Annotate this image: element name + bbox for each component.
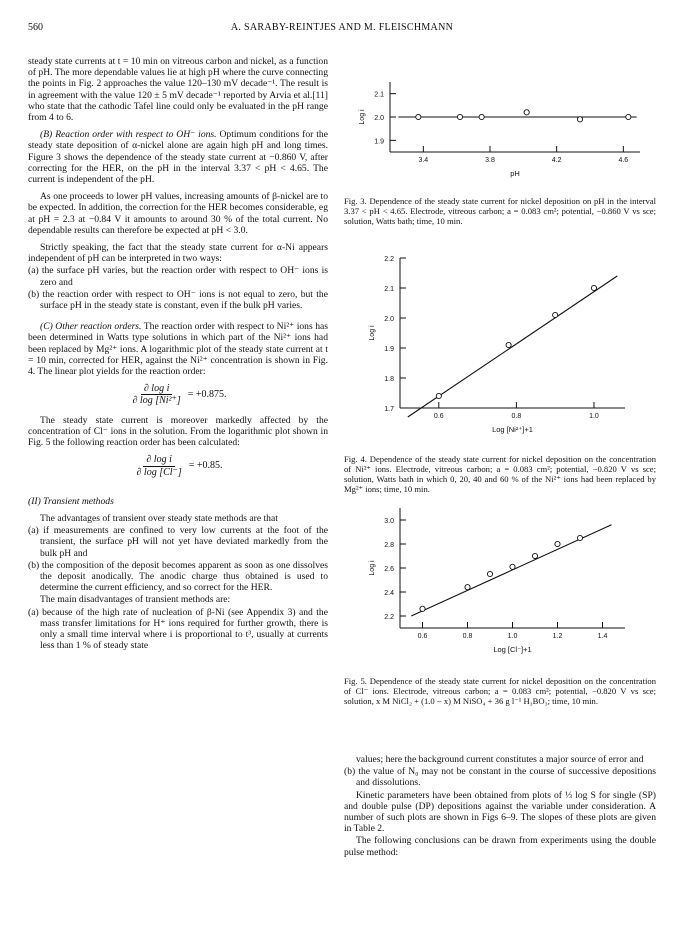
data-point (553, 312, 558, 317)
data-point (555, 541, 560, 546)
y-tick-label: 2.0 (374, 115, 384, 122)
y-tick-label: 1.8 (384, 376, 394, 383)
data-point (591, 285, 596, 290)
x-tick-label: 1.0 (507, 633, 518, 640)
y-axis-label: Log i (369, 560, 376, 576)
data-point (532, 553, 537, 558)
page-number: 560 (28, 22, 43, 33)
list-item: (a) because of the high rate of nucleation of β-Ni (see Appendix 3) and the mass transfer limitations for H⁺ ions required for further growth, there is only a small time interval where i is proportional to t³, usually at currents less than 1 % of steady state (28, 606, 328, 652)
data-point (577, 117, 582, 122)
data-point (626, 114, 631, 119)
y-axis-label: Log i (359, 109, 366, 125)
x-axis-label: pH (510, 169, 520, 178)
x-tick-label: 1.4 (597, 633, 608, 640)
left-column (28, 56, 328, 651)
paragraph: The main disadvantages of transient methods are: (40, 594, 231, 606)
list-item: (b) the value of N₀ may not be constant in the course of successive depositions and dissolutions. (344, 766, 656, 789)
running-authors: A. SARABY-REINTJES AND M. FLEISCHMANN (230, 22, 454, 33)
equation-numerator: ∂ log i (143, 454, 175, 466)
fig4-caption: Fig. 4. Dependence of the steady state current for nickel deposition on the concentration of Ni²⁺ ions. Electrode, vitreous carbon; a = 0.083 cm²; potential, −0.820 V vs sce; solution, Watts bath in which 0, 20, 40 and 60 % of the Ni²⁺ ions had been replaced by Mg²⁺ ions; time, 10 min. (344, 454, 656, 494)
x-tick-label: 4.6 (618, 157, 629, 164)
right-column (344, 754, 656, 858)
y-tick-label: 2.4 (384, 590, 394, 597)
y-tick-label: 2.2 (384, 256, 394, 263)
x-tick-label: 3.4 (418, 157, 429, 164)
data-point (506, 342, 511, 347)
x-tick-label: 3.8 (485, 157, 495, 164)
y-tick-label: 2.1 (384, 286, 394, 293)
data-point (457, 114, 462, 119)
y-tick-label: 2.6 (384, 566, 394, 573)
list-item: (b) the reaction order with respect to OH⁻ ions is not equal to zero, but the surface pH in the steady state is constant, even if the bulk pH varies. (28, 288, 328, 312)
x-tick-label: 0.8 (511, 413, 522, 420)
y-tick-label: 2.1 (374, 91, 384, 99)
paragraph: values; here the background current constitutes a major source of error and (356, 754, 644, 765)
data-point (420, 606, 425, 611)
section-b (28, 129, 328, 185)
y-tick-label: 2.0 (384, 316, 394, 323)
paragraph: Optimum conditions for the steady state deposition of α-nickel alone are again high pH and long times. Figure 3 shows the dependence of the steady state current at −0.860 V, after correcting for the HER, on the pH in the interval 3.37 < pH < 4.65. The current is independent of the pH. (28, 129, 328, 186)
x-axis-label: Log [Ni²⁺]+1 (492, 425, 533, 434)
paragraph: The reaction order with respect to Ni²⁺ ions has been determined in Watts type solutions in which part of the Ni²⁺ ions had been replaced by Mg²⁺ ions. A logarithmic plot of the steady state current at t = 10 min, corrected for HER, against the Ni²⁺ concentration is shown in Fig. 4. The linear plot yields for the reaction order: (28, 321, 329, 378)
data-point (510, 564, 515, 569)
y-tick-label: 1.7 (384, 406, 394, 413)
x-tick-label: 1.0 (589, 413, 599, 420)
paragraph: The advantages of transient over steady state methods are that (40, 512, 278, 524)
y-axis-label: Log i (369, 325, 376, 341)
fig3-caption: Fig. 3. Dependence of the steady state current for nickel deposition on pH in the interval 3.37 < pH < 4.65. Electrode, vitreous carbon; a = 0.083 cm²; potential, −0.860 V vs sce; solution, Watts bath; time, 10 min. (344, 196, 656, 226)
section-heading: (B) Reaction order with respect to OH⁻ ions. (40, 129, 217, 141)
equation-denominator: ∂ log [Cl⁻] (136, 466, 182, 478)
list-item: (a) if measurements are confined to very low currents at the foot of the transient, the surface pH will not yet have deviated markedly from the bulk pH and (28, 525, 328, 559)
equation-ni (28, 383, 328, 406)
paragraph: As one proceeds to lower pH values, increasing amounts of β-nickel are to be expected. In addition, the correction for the HER becomes considerable, eg at pH = 2.3 at −0.84 V it amounts to around 30 % of the total current. No dependable results can therefore be expected at pH < 3.0. (28, 191, 328, 236)
x-tick-label: 1.2 (552, 633, 563, 640)
section-c (28, 321, 328, 377)
data-point (487, 571, 492, 576)
data-point (479, 114, 484, 119)
data-point (416, 114, 421, 119)
data-point (436, 393, 441, 398)
data-point (524, 110, 529, 115)
section-heading: (C) Other reaction orders. (40, 321, 142, 333)
x-tick-label: 4.2 (551, 157, 562, 164)
equation-numerator: ∂ log i (141, 383, 173, 395)
paragraph: steady state currents at t = 10 min on vitreous carbon and nickel, as a function of pH. The more dependable values lie at high pH where the curve connecting the points in Fig. 2 approaches the value 120–130 mV decade⁻¹. The result is in agreement with the value 120 ± 5 mV decade⁻¹ reported by Arvia et al.[11] who state that the cathodic Tafel line could only be evaluated in the pH range from 4 to 6. (28, 56, 328, 124)
equation-value: = +0.875. (187, 389, 227, 401)
equation-value: = +0.85. (188, 460, 223, 472)
page-header (28, 22, 656, 38)
list-item: (a) the surface pH varies, but the reaction order with respect to OH⁻ ions is zero and (28, 265, 328, 288)
x-tick-label: 0.6 (433, 413, 444, 420)
fig3-chart (350, 72, 650, 192)
paragraph: Kinetic parameters have been obtained from plots of ⅓ log S for single (SP) and double pulse (DP) depositions against the variable under consideration. A number of such plots are shown in Figs 6–9. The slopes of these plots are given in Table 2. (344, 789, 656, 835)
y-tick-label: 1.9 (384, 346, 394, 353)
equation-cl (28, 454, 328, 477)
x-tick-label: 0.8 (462, 633, 473, 640)
x-tick-label: 0.6 (417, 633, 428, 640)
paragraph: Strictly speaking, the fact that the steady state current for α-Ni appears independent of pH can be interpreted in two ways: (28, 242, 328, 265)
y-tick-label: 2.8 (384, 542, 394, 549)
y-tick-label: 2.2 (384, 614, 394, 621)
fig5-chart (360, 500, 640, 670)
fig4-chart (360, 250, 640, 450)
equation-denominator: ∂ log [Ni²⁺] (132, 395, 181, 407)
data-point (577, 535, 582, 540)
paragraph: The steady state current is moreover markedly affected by the concentration of Cl⁻ ions in the solution. From the logarithmic plot shown in Fig. 5 the following reaction order has been calculated: (28, 414, 328, 449)
list-item: (b) the composition of the deposit becomes apparent as soon as one dissolves the deposit anodically. The anodic charge thus obtained is used to determine the current efficiency, and so correct for the HER. (28, 559, 328, 594)
data-point (465, 585, 470, 590)
paragraph: The following conclusions can be drawn from experiments using the double pulse method: (344, 835, 656, 858)
section-heading: (II) Transient methods (28, 495, 114, 507)
y-tick-label: 3.0 (384, 518, 394, 525)
fig5-caption: Fig. 5. Dependence of the steady state current for nickel deposition on the concentration of Cl⁻ ions. Electrode, vitreous carbon; a = 0.083 cm²; potential, −0.820 V vs sce; solution, x M NiCl₂ + (1.0 − x) M NiSO₄ + 36 g l⁻¹ H₃BO₃; time, 10 min. (344, 676, 656, 706)
y-tick-label: 1.9 (374, 138, 384, 146)
x-axis-label: Log [Cl⁻]+1 (493, 645, 532, 654)
